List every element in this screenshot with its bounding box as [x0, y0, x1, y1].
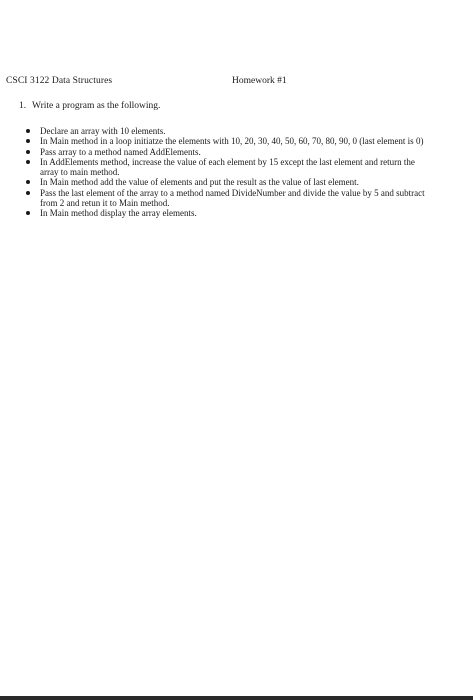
bullet-icon: [26, 180, 30, 184]
bullet-icon: [26, 150, 30, 154]
list-item-text: In Main method display the array elements.: [40, 208, 197, 219]
list-item: [23, 136, 433, 146]
list-item: [23, 208, 433, 218]
list-item-text: Pass array to a method named AddElements.: [40, 146, 201, 157]
question-text: Write a program as the following.: [32, 101, 161, 111]
list-item: [23, 126, 433, 136]
list-item-text: In Main method add the value of elements and put the result as the value of last element.: [40, 177, 359, 188]
list-item-text: In Main method in a loop initiatze the elements with 10, 20, 30, 40, 50, 60, 70, 80, 90, 0 (last element is 0): [40, 136, 424, 147]
course-title: CSCI 3122 Data Structures: [6, 76, 113, 86]
bullet-icon: [26, 191, 30, 195]
bullet-icon: [26, 139, 30, 143]
assignment-title: Homework #1: [232, 76, 287, 86]
instruction-list: [23, 126, 433, 219]
question-number: 1.: [19, 101, 27, 111]
bullet-icon: [26, 129, 30, 133]
bottom-border: [0, 696, 473, 700]
bullet-icon: [26, 211, 30, 215]
list-item: [23, 147, 433, 157]
list-item: [23, 157, 433, 178]
bullet-icon: [26, 160, 30, 164]
list-item-text: Declare an array with 10 elements.: [40, 126, 166, 136]
question-1: [19, 101, 160, 111]
list-item: [23, 177, 433, 187]
list-item-text: Pass the last element of the array to a method named DivideNumber and divide the value by 5 and subtract from 2 and retun it to Main method.: [40, 187, 425, 209]
list-item: [23, 188, 433, 209]
list-item-text: In AddElements method, increase the value of each element by 15 except the last element and return the array to main method.: [40, 156, 415, 178]
